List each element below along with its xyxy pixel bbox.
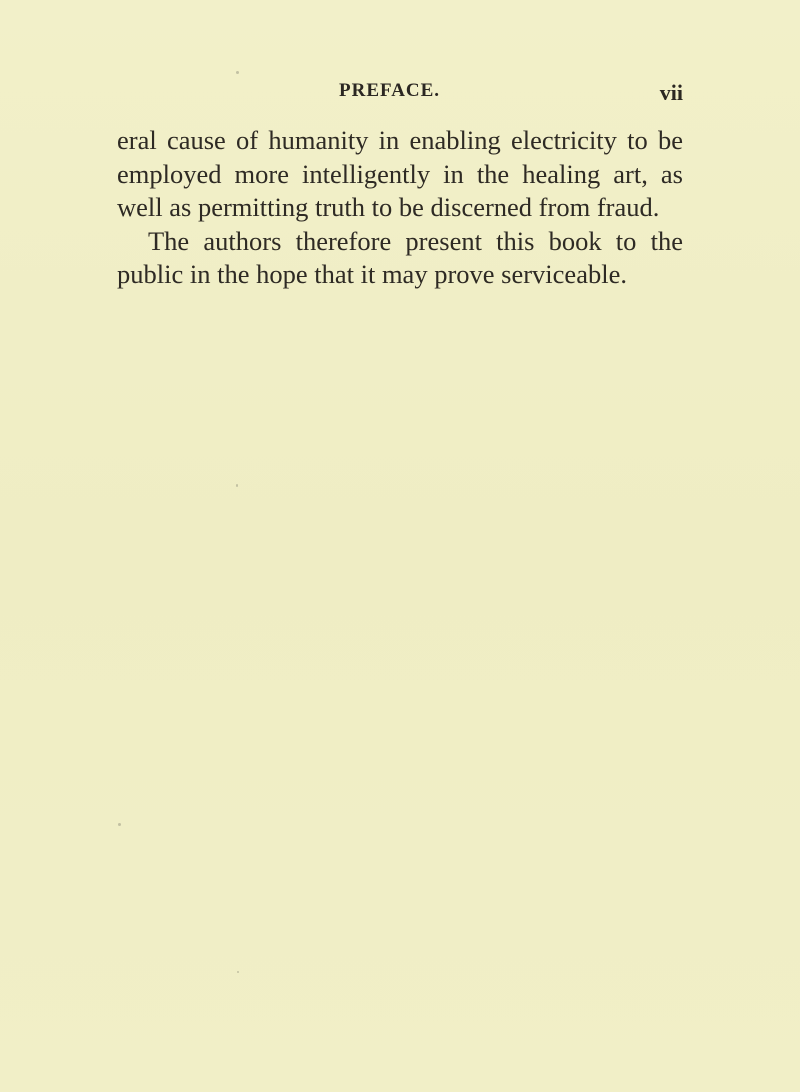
paper-speck <box>237 971 239 973</box>
running-title: PREFACE. <box>339 80 441 101</box>
body-text <box>117 124 683 292</box>
page-number: vii <box>659 80 683 105</box>
paragraph-closing: The authors therefore present this book to the public in the hope that it may prove serviceable. <box>117 225 683 289</box>
paragraph-continuation: eral cause of humanity in enabling electricity to be employed more intelligently in the healing art, as well as permitting truth to be discerned from fraud. <box>117 125 683 222</box>
paper-speck <box>118 823 121 826</box>
paper-speck <box>236 484 238 487</box>
running-head <box>117 80 683 110</box>
paper-speck <box>236 71 239 74</box>
